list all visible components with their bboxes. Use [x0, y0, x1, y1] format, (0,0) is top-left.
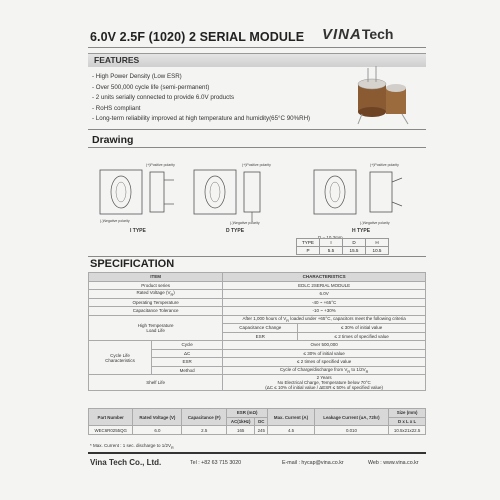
i-type-diagram: [94, 160, 194, 226]
list-item: - High Power Density (Low ESR): [92, 73, 182, 80]
table-cell: 0.010: [314, 426, 388, 435]
features-list: [92, 72, 310, 125]
website-address: Web : www.vina.co.kr: [368, 460, 419, 466]
h-type-diagram: [310, 160, 420, 226]
row-sublabel: ESR: [152, 358, 223, 367]
column-header: Size (mm): [389, 409, 426, 418]
dimension-table: [296, 238, 389, 255]
table-cell: P: [297, 247, 320, 255]
row-label: Shelf Life: [89, 375, 223, 391]
column-header: Max. Current (A): [268, 409, 315, 426]
table-cell: 15.5: [343, 247, 366, 255]
row-sublabel: ESR: [223, 332, 298, 341]
divider: [88, 256, 426, 257]
column-header: CHARACTERISTICS: [223, 273, 426, 282]
row-label: Rated Voltage $(V_R)$: [89, 290, 223, 299]
column-header: DC: [255, 417, 268, 426]
part-number-table: [88, 408, 426, 435]
footnote: * Max. Current : 1 sec. discharge to $1/2V_R$: [90, 443, 174, 450]
features-heading: FEATURES: [94, 55, 140, 65]
row-sublabel: Capacitance Change: [223, 324, 298, 333]
column-header: D x L x L: [389, 417, 426, 426]
dimension-caption: D = 10.3mm: [318, 235, 343, 240]
table-row: [89, 409, 426, 418]
svg-text:(-)Negative polarity: (-)Negative polarity: [100, 219, 130, 223]
table-cell: H: [366, 239, 389, 247]
row-value: Over 500,000: [223, 341, 426, 350]
specification-table: [88, 272, 426, 391]
divider: [88, 147, 426, 148]
column-header: Part Number: [89, 409, 133, 426]
row-value: ≤ 30% of initial value: [223, 349, 426, 358]
h-type-label: H TYPE: [352, 228, 371, 234]
row-label: High Temperature Load Life: [89, 315, 223, 341]
table-row: [297, 239, 389, 247]
row-value: ≤ 2 times of specified value: [223, 358, 426, 367]
list-item: - RoHS compliant: [92, 104, 141, 112]
company-name: Vina Tech Co., Ltd.: [90, 458, 162, 467]
table-row: [89, 341, 426, 350]
table-row: [89, 426, 426, 435]
svg-text:(+)Positive polarity: (+)Positive polarity: [146, 163, 175, 167]
column-header: ITEM: [89, 273, 223, 282]
list-item: - 2 units serially connected to provide 6.0V products: [92, 94, 235, 101]
list-item: - Long-term reliability improved at high temperature and humidity(65°C 90%RH): [92, 115, 311, 122]
row-value: 2 Years No Electrical Charge, Temperature below 70°C (ΔC ≤ 10% of initial value / ΔESR ≤ 50% of specified value): [223, 375, 426, 391]
logo-wordmark: VINA: [322, 26, 362, 43]
table-cell: 6.0: [133, 426, 182, 435]
divider: [88, 129, 426, 130]
row-label: Capacitance Tolerance: [89, 307, 223, 316]
row-label: Cycle Life Characteristics: [89, 341, 152, 375]
divider: [88, 47, 426, 48]
table-cell: D: [343, 239, 366, 247]
column-header: Rated Voltage (V): [133, 409, 182, 426]
table-row: [89, 315, 426, 324]
row-value: After 1,000 hours of $V_R$ loaded under +65°C, capacitors meet the following criteria: [223, 315, 426, 324]
column-header: Capacitance (F): [182, 409, 227, 426]
row-value: EDLC 2SERIAL MODULE: [223, 281, 426, 290]
row-value: 6.0V: [223, 290, 426, 299]
row-value: ≤ 2 times of specified value: [298, 332, 426, 341]
table-row: [89, 281, 426, 290]
table-cell: 245: [255, 426, 268, 435]
row-label: Product series: [89, 281, 223, 290]
table-row: [89, 298, 426, 307]
table-cell: I: [320, 239, 343, 247]
email-address: E-mail : hycap@vina.co.kr: [282, 460, 344, 466]
row-sublabel: Cycle: [152, 341, 223, 350]
table-cell: TYPE: [297, 239, 320, 247]
table-row: [89, 290, 426, 299]
table-row: [297, 247, 389, 255]
drawing-heading: Drawing: [92, 134, 134, 146]
row-value: Cycle of Charge/discharge from $V_R$ to $1/2V_R$: [223, 366, 426, 375]
table-row: [89, 375, 426, 391]
footer-divider: [88, 452, 426, 454]
product-photo: [342, 64, 426, 126]
svg-text:(+)Positive polarity: (+)Positive polarity: [370, 163, 399, 167]
row-sublabel: Method: [152, 366, 223, 375]
table-row: [89, 307, 426, 316]
table-cell: 165: [227, 426, 255, 435]
d-type-label: D TYPE: [226, 228, 245, 234]
table-cell: WEC6R0255QG: [89, 426, 133, 435]
row-value: -10 ~ +30%: [223, 307, 426, 316]
svg-text:(-)Negative polarity: (-)Negative polarity: [230, 221, 260, 225]
d-type-diagram: [190, 160, 290, 226]
page-title: 6.0V 2.5F (1020) 2 SERIAL MODULE: [90, 30, 305, 44]
svg-text:(-)Negative polarity: (-)Negative polarity: [360, 221, 390, 225]
specification-heading: SPECIFICATION: [90, 258, 175, 270]
company-logo: [322, 26, 393, 43]
table-cell: 5.5: [320, 247, 343, 255]
table-cell: 2.5: [182, 426, 227, 435]
row-label: Operating Temperature: [89, 298, 223, 307]
table-cell: 10.5: [366, 247, 389, 255]
row-value: ≤ 30% of initial value: [298, 324, 426, 333]
column-header: Leakage Current (uA, 72hr): [314, 409, 388, 426]
column-header: AC(1kHz): [227, 417, 255, 426]
svg-text:(+)Positive polarity: (+)Positive polarity: [242, 163, 271, 167]
table-cell: 4.5: [268, 426, 315, 435]
row-sublabel: ΔC: [152, 349, 223, 358]
table-cell: 10.5x21x22.5: [389, 426, 426, 435]
table-row: [89, 273, 426, 282]
phone-number: Tel : +82 63 715 3020: [190, 460, 242, 466]
column-header: ESR (mΩ): [227, 409, 268, 418]
row-value: -40 ~ +65°C: [223, 298, 426, 307]
logo-tech: Tech: [361, 26, 394, 42]
i-type-label: I TYPE: [130, 228, 146, 234]
list-item: - Over 500,000 cycle life (semi-permanent): [92, 83, 210, 91]
